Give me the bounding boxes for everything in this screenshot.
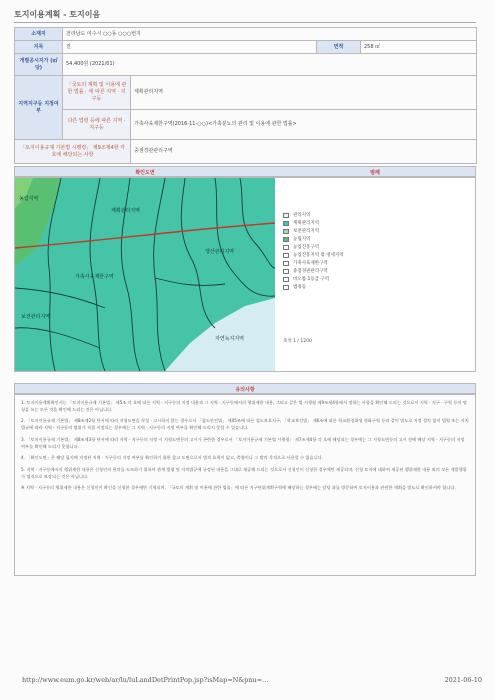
legend-label: 농업진흥지역 밖 영세지역 — [293, 253, 344, 258]
legend-item — [283, 268, 453, 274]
legend-label: 계획관리지역 — [293, 221, 320, 226]
legend-item — [283, 236, 453, 242]
legend-header-label: 범례 — [370, 170, 380, 176]
legend-item — [283, 260, 453, 266]
legend-label: 농업진흥구역 — [293, 245, 320, 250]
zone-sub1-value: 계획관리지역 — [131, 76, 477, 110]
legend-swatch — [283, 269, 289, 274]
footer-url: http://www.eum.go.kr/web/ar/lu/luLandDetPrintPop.jsp?isMap=N&pnu=... — [22, 676, 269, 684]
legend-item — [283, 212, 453, 218]
price-label: 개별공시지가 (㎡당) — [15, 54, 63, 76]
note-paragraph: 2. 「토지이용규제 기본법」 제8조제2항 단서에 따라 지형도면을 작성 · 고시하지 않는 경우로서 「철도안전법」 제45조에 따른 철도보호지구, 「학교보건법」 제6조에 따른 학교환경위생 정화구역 등과 같이 별도로 지정 절차 없이 법령 또는 자치법규에 따라 지역 · 지구등의 범위가 직접 지정되는 경우에는 그 지역 · 지구등의 지정 여부를 확인해 드리지 못할 수 있습니다. — [21, 418, 469, 431]
confirmation-map — [15, 178, 275, 371]
note-paragraph: 3. 「토지이용규제 기본법」 제8조제3항 단서에 따라 지역 · 지구등의 지정 시 지형도면등의 고시가 곤란한 경우로서 「토지이용규제 기본법 시행령」 제7조제4항 각 호에 해당되는 경우에는 그 지형도면등의 고시 전에 해당 지역 · 지구등의 지정 여부를 확인해 드리지 못합니다. — [21, 436, 465, 449]
note-paragraph: 4. 「확인도면」은 해당 필지에 지정된 지역 · 지구등의 지정 여부를 확인하기 위한 참고 도면으로서 법적 효력이 없고, 측량이나 그 밖의 목적으로 사용할 수 없습니다. — [21, 455, 323, 461]
map-label-1: 보전관리지역 — [21, 314, 50, 320]
zone-sub1-label: 「국토의 계획 및 이용에 관한 법률」에 따른 지역 · 지구등 — [63, 76, 131, 110]
legend-item — [283, 284, 453, 290]
map-label-0: 계획관리지역 — [111, 208, 140, 214]
legend-swatch — [283, 261, 289, 266]
map-label-5: 자연녹지지역 — [215, 336, 244, 342]
page-footer — [22, 676, 482, 684]
category-label: 지목 — [15, 41, 63, 54]
map-label-2: 농림지역 — [19, 196, 39, 202]
legend-swatch — [283, 221, 289, 226]
footer-date: 2021-06-10 — [444, 676, 482, 684]
legend-label: 가축사육제한구역 — [293, 261, 328, 266]
notes-box — [14, 394, 476, 576]
legend-swatch — [283, 285, 289, 290]
document-title: 토지이용계획 - 토지이음 — [14, 10, 101, 19]
zone-sub2-value: 가축사육제한구역(2016-11-○○)<가축분뇨의 관리 및 이용에 관한 법률> — [131, 110, 477, 140]
map-scale: 축척 1 / 1200 — [283, 339, 312, 344]
legend-swatch — [283, 237, 289, 242]
note-paragraph: ※ 지역 · 지구등의 행위제한 내용은 신청인이 확인을 신청한 경우에만 기재되며, 「국토의 계획 및 이용에 관한 법률」에 따른 지구단위계획구역에 해당하는 경우에는 담당 과를 방문하여 토지이용과 관련한 계획을 별도로 확인하셔야 합니다. — [21, 485, 456, 491]
map-legend — [283, 212, 453, 292]
legend-swatch — [283, 213, 289, 218]
legend-label: 관리지역 — [293, 213, 311, 218]
map-label-3: 가축사육제한구역 — [75, 274, 114, 280]
price-value: 54,400원 (2021/01) — [63, 54, 477, 76]
map-frame — [14, 177, 476, 372]
title-divider — [14, 22, 476, 23]
legend-label: 보전관리지역 — [293, 229, 320, 234]
map-section-header — [14, 166, 476, 177]
legend-item — [283, 228, 453, 234]
area-value: 258 ㎡ — [361, 41, 477, 54]
note-paragraph: 5. 지역 · 지구등에서의 행위제한 내용은 신청인의 편의를 도모하기 위하여 관계 법령 및 자치법규에 규정된 내용을 그대로 제공해 드리는 것으로서 신청인이 신청한 경우에만 제공되며, 신청 토지에 대하여 제공된 행위제한 내용 외의 모든 개발행위가 법적으로 보장되는 것은 아닙니다. — [21, 467, 467, 479]
category-value: 전 — [63, 41, 317, 54]
legend-label: 농림지역 — [293, 237, 311, 242]
zone-label: 지역지구등 지정여부 — [15, 76, 63, 140]
note-paragraph: 1. 토지이용계획확인서는 「토지이용규제 기본법」 제5조 각 호에 따른 지역 · 지구등의 지정 내용과 그 지역 · 지구등에서의 행위제한 내용, 그리고 같은 법 시행령 제9조제4항에서 정하는 사항을 확인해 드리는 것으로서 지역 · 지구 · 구역 등의 명칭을 쓰는 모든 것을 확인해 드리는 것은 아닙니다. — [21, 400, 467, 412]
legend-label: 비오톱 1등급 구역 — [293, 277, 330, 282]
regulation-label: 「토지이용규제 기본법 시행령」 제9조제4항 각 호에 해당되는 사항 — [15, 140, 131, 164]
location-label: 소재지 — [15, 28, 63, 41]
legend-label: 법정동 — [293, 285, 307, 290]
regulation-value: 중점경관관리구역 — [131, 140, 477, 164]
location-value: 전라남도 여수시 ○○동 ○○○번지 — [63, 28, 477, 41]
notes-header: 유의사항 — [14, 383, 476, 394]
legend-item — [283, 244, 453, 250]
map-label-4: 생산관리지역 — [205, 249, 234, 255]
legend-swatch — [283, 253, 289, 258]
legend-item — [283, 252, 453, 258]
area-label: 면적 — [317, 41, 361, 54]
land-info-table — [14, 27, 477, 164]
legend-swatch — [283, 229, 289, 234]
map-header-label: 확인도면 — [135, 170, 155, 176]
map-drawing — [15, 178, 275, 371]
zone-sub2-label: 다른 법령 등에 따른 지역 · 지구등 — [63, 110, 131, 140]
legend-label: 중점경관관리구역 — [293, 269, 328, 274]
legend-swatch — [283, 245, 289, 250]
legend-swatch — [283, 277, 289, 282]
legend-item — [283, 220, 453, 226]
legend-item — [283, 276, 453, 282]
